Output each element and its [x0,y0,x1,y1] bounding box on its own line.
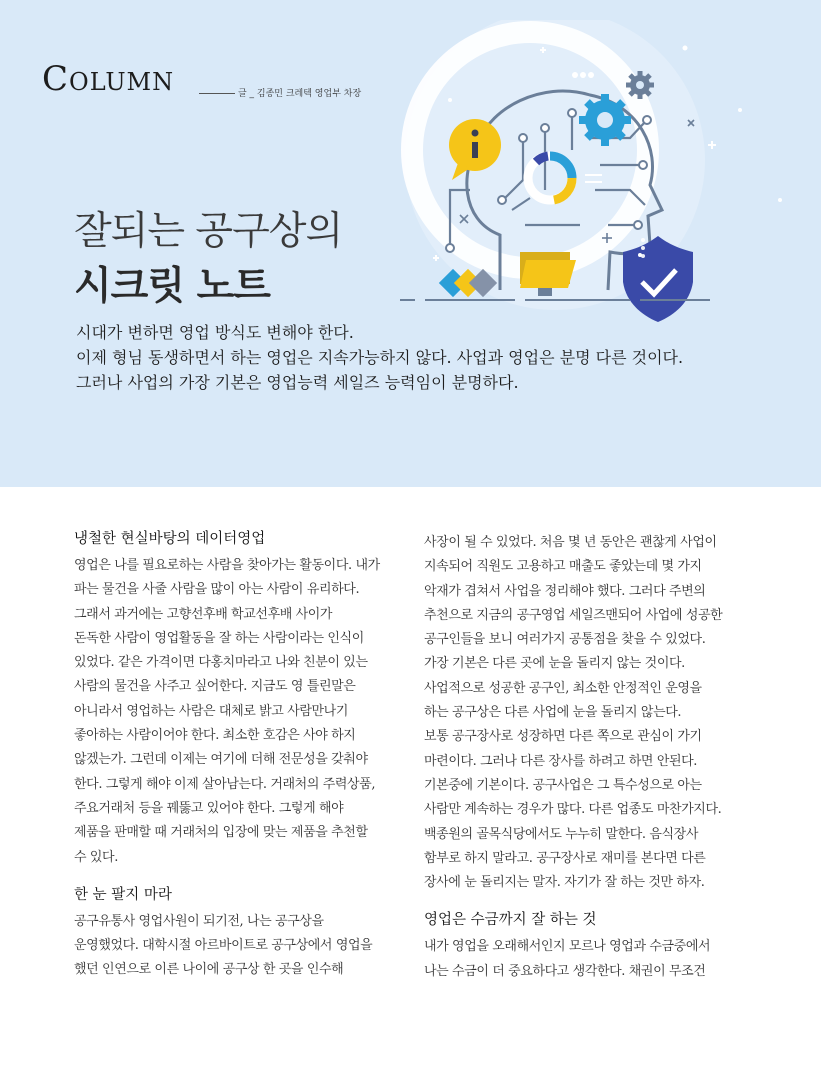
body-line: 한다. 그렇게 해야 이제 살아남는다. 거래처의 주력상품, [74,776,376,792]
body-paragraph [424,935,764,984]
body-line: 있었다. 같은 가격이면 다홍치마라고 나와 친분이 있는 [74,655,368,671]
body-line: 수 있다. [74,849,118,865]
body-line: 함부로 하지 말라고. 공구장사로 재미를 본다면 다른 [424,850,706,866]
body-line: 않겠는가. 그런데 이제는 여기에 더해 전문성을 갖춰야 [74,752,368,768]
brain-circuit-illustration [340,20,820,350]
article-title-line-1: 잘되는 공구상의 [74,209,343,254]
body-line: 사람의 물건을 사주고 싶어한다. 지금도 영 틀린말은 [74,679,356,695]
body-line: 기본중에 기본이다. 공구사업은 그 특수성으로 아는 [424,777,702,793]
body-paragraph [424,531,764,895]
author-byline: 글 _ 김종민 크레텍 영업부 차장 [238,89,362,99]
section-heading: 한 눈 팔지 마라 [74,886,172,903]
byline-divider [199,93,235,94]
body-line: 악재가 겹쳐서 사업을 정리해야 했다. 그러다 주변의 [424,583,706,599]
body-line: 하는 공구상은 다른 사업에 눈을 돌리지 않는다. [424,705,682,721]
section-heading: 영업은 수금까지 잘 하는 것 [424,912,597,929]
body-line: 백종원의 골목식당에서도 누누히 말한다. 음식장사 [424,826,698,842]
body-line: 마련이다. 그러나 다른 장사를 하려고 하면 안된다. [424,753,698,769]
body-line: 추천으로 지금의 공구영업 세일즈맨되어 사업에 성공한 [424,607,723,623]
body-line: 가장 기본은 다른 곳에 눈을 돌리지 않는 것이다. [424,656,685,672]
section-heading: 냉철한 현실바탕의 데이터영업 [74,531,266,547]
body-line: 보통 공구장사로 성장하면 다른 쪽으로 관심이 가기 [424,729,702,745]
lead-line: 그러나 사업의 가장 기본은 영업능력 세일즈 능력임이 분명하다. [76,373,519,392]
body-line: 사람만 계속하는 경우가 많다. 다른 업종도 마찬가지다. [424,802,722,818]
article-title-line-2: 시크릿 노트 [74,264,270,309]
body-line: 운영했었다. 대학시절 아르바이트로 공구상에서 영업을 [74,938,373,954]
body-line: 했던 인연으로 이른 나이에 공구상 한 곳을 인수해 [74,962,344,978]
body-paragraph [74,910,414,983]
body-line: 아니라서 영업하는 사람은 대체로 밝고 사람만나기 [74,703,348,719]
body-line: 장사에 눈 돌리지는 말자. 자기가 잘 하는 것만 하자. [424,875,705,891]
lead-line: 시대가 변하면 영업 방식도 변해야 한다. [76,323,354,342]
left-column [74,528,414,983]
body-line: 내가 영업을 오래해서인지 모르나 영업과 수금중에서 [424,939,711,955]
body-line: 공구인들을 보니 여러가지 공통점을 찾을 수 있었다. [424,632,706,648]
body-line: 제품을 판매할 때 거래처의 입장에 맞는 제품을 추천할 [74,825,368,841]
hero-banner [0,0,821,487]
body-line: 지속되어 직원도 고용하고 매출도 좋았는데 몇 가지 [424,559,702,575]
body-line: 주요거래처 등을 꿰뚫고 있어야 한다. 그렇게 해야 [74,800,344,816]
body-line: 공구유통사 영업사원이 되기전, 나는 공구상을 [74,913,324,929]
body-line: 그래서 과거에는 고향선후배 학교선후배 사이가 [74,606,333,622]
body-line: 영업은 나를 필요로하는 사람을 찾아가는 활동이다. 내가 [74,558,380,573]
body-line: 사장이 될 수 있었다. 처음 몇 년 동안은 괜찮게 사업이 [424,535,717,550]
body-line: 사업적으로 성공한 공구인, 최소한 안정적인 운영을 [424,680,702,696]
right-column [424,531,764,984]
lead-paragraph [76,320,756,395]
body-line: 돈독한 사람이 영업활동을 잘 하는 사람이라는 인식이 [74,630,364,646]
body-paragraph [74,554,414,870]
section-title: Column [42,59,175,99]
body-line: 좋아하는 사람이어야 한다. 최소한 호감은 사야 하지 [74,728,356,744]
body-line: 나는 수금이 더 중요하다고 생각한다. 채권이 무조건 [424,963,706,979]
body-line: 파는 물건을 사줄 사람을 많이 아는 사람이 유리하다. [74,582,360,598]
lead-line: 이제 형님 동생하면서 하는 영업은 지속가능하지 않다. 사업과 영업은 분명 다른 것이다. [76,348,684,367]
